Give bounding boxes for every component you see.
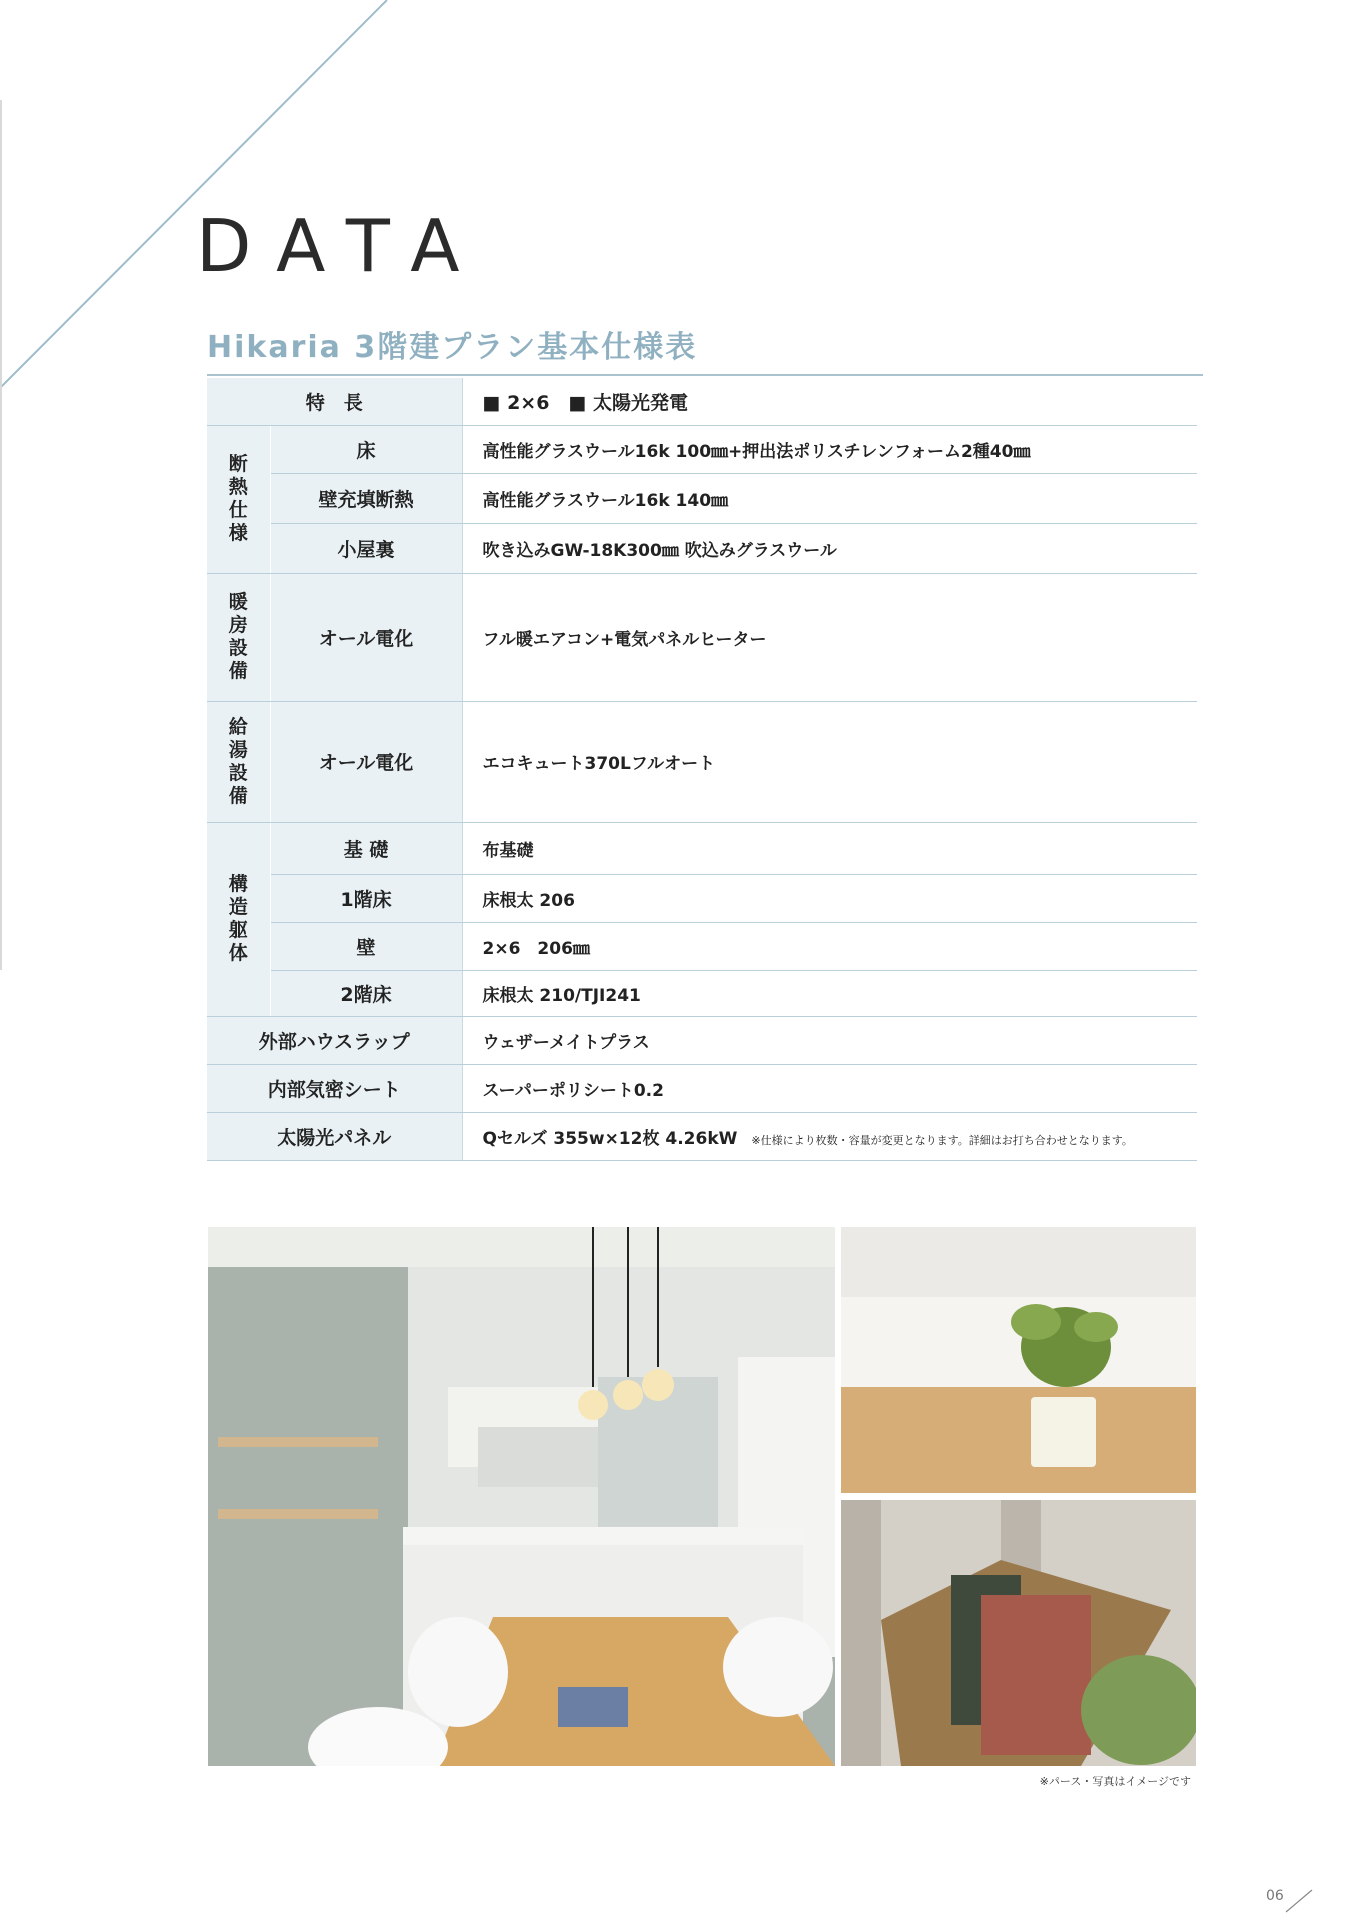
left-margin-bar [0,100,2,970]
category-structure: 構造躯体 [207,822,270,1016]
plant-photo [841,1227,1196,1493]
row-value: ウェザーメイトプラス [462,1016,1197,1064]
page-number-slash [1284,1888,1314,1914]
row-value: フル暖エアコン+電気パネルヒーター [462,573,1197,701]
row-value: 吹き込みGW-18K300㎜ 吹込みグラスウール [462,523,1197,573]
books-photo [841,1500,1196,1766]
row-label: オール電化 [270,701,462,822]
spec-table [207,378,1197,1161]
table-row [207,970,1197,1016]
table-row [207,874,1197,922]
page-heading: DATA [196,204,486,288]
category-heating: 暖房設備 [207,573,270,701]
table-row [207,425,1197,473]
row-label: 外部ハウスラップ [207,1016,462,1064]
title-underline [207,374,1203,376]
photo-caption: ※パース・写真はイメージです [1039,1775,1191,1788]
row-label: 太陽光パネル [207,1112,462,1160]
row-label: 壁 [270,922,462,970]
row-value: 2×6 206㎜ [462,922,1197,970]
row-label: 内部気密シート [207,1064,462,1112]
row-label: オール電化 [270,573,462,701]
row-value: 床根太 206 [462,874,1197,922]
table-row [207,822,1197,874]
features-label: 特 長 [207,378,462,425]
table-row [207,523,1197,573]
table-title: Hikaria 3階建プラン基本仕様表 [207,330,698,365]
row-value: 床根太 210/TJI241 [462,970,1197,1016]
row-value: 布基礎 [462,822,1197,874]
page-number: 06 [1266,1888,1284,1904]
row-value: 高性能グラスウール16k 140㎜ [462,473,1197,523]
table-row [207,573,1197,701]
table-row [207,1064,1197,1112]
solar-note: ※仕様により枚数・容量が変更となります。詳細はお打ち合わせとなります。 [751,1133,1133,1147]
dining-kitchen-photo [208,1227,835,1766]
row-value: Qセルズ 355w×12枚 4.26kW ※仕様により枚数・容量が変更となります。詳細はお打ち合わせとなります。 [462,1112,1197,1160]
category-hotwater: 給湯設備 [207,701,270,822]
table-row [207,473,1197,523]
table-row [207,922,1197,970]
row-value: エコキュート370Lフルオート [462,701,1197,822]
row-value: 高性能グラスウール16k 100㎜+押出法ポリスチレンフォーム2種40㎜ [462,425,1197,473]
table-row [207,1112,1197,1160]
row-label: 床 [270,425,462,473]
features-value: ■ 2×6 ■ 太陽光発電 [462,378,1197,425]
row-label: 壁充填断熱 [270,473,462,523]
table-row [207,378,1197,425]
row-label: 2階床 [270,970,462,1016]
table-row [207,1016,1197,1064]
table-row [207,701,1197,822]
category-insulation: 断熱仕様 [207,425,270,573]
row-label: 基 礎 [270,822,462,874]
row-label: 1階床 [270,874,462,922]
row-label: 小屋裏 [270,523,462,573]
row-value: スーパーポリシート0.2 [462,1064,1197,1112]
